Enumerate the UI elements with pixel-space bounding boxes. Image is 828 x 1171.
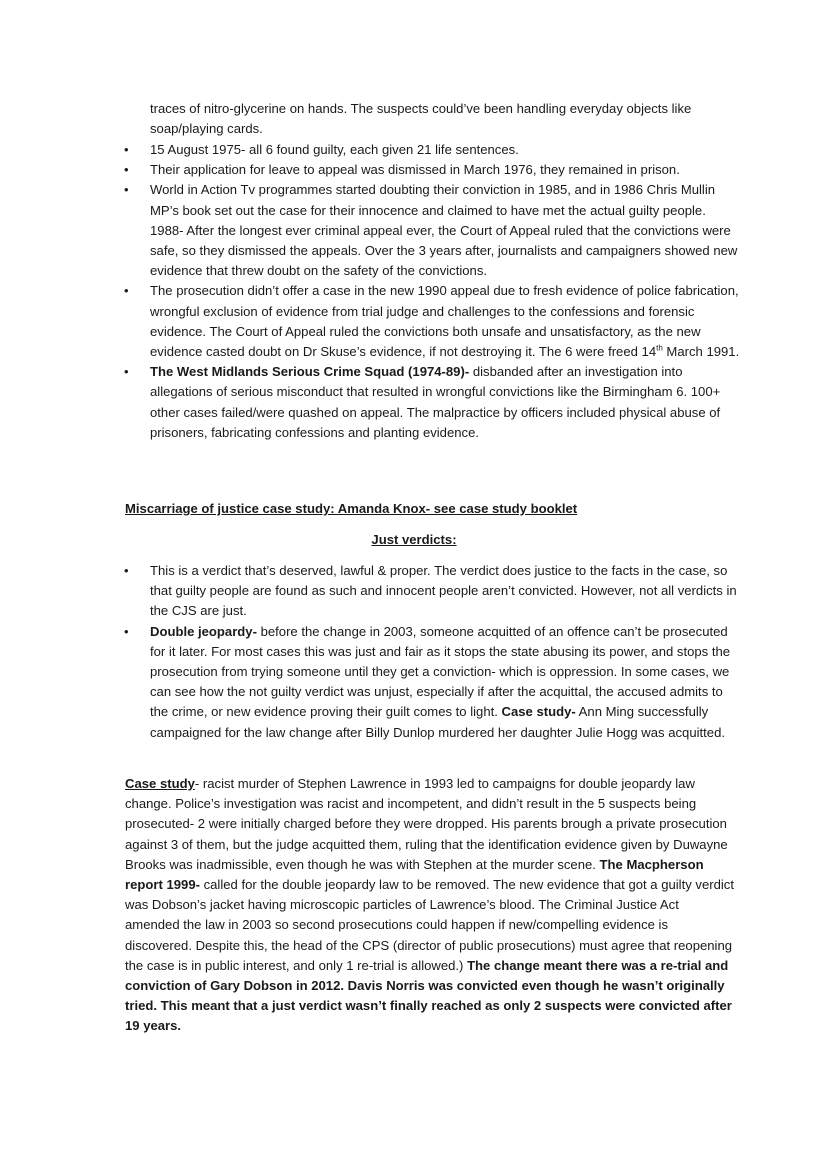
- list-item-text: 15 August 1975- all 6 found guilty, each given 21 life sentences.: [150, 142, 519, 157]
- bullet-icon: •: [124, 283, 129, 299]
- list-item: [0, 180, 740, 281]
- double-jeopardy-text: before the change in 2003, someone acquitted of an offence can’t be prosecuted for it later. For most cases this was just and fair as it stops the state abusing its power, and stops the prosecution from trying someone until they get a conviction- which is oppression. In some cases, we can see how the not guilty verdict was unjust, especially if after the acquittal, the accused admits to the crime, or new evidence proving their guilt comes to light.: [150, 623, 731, 720]
- bullet-icon: •: [124, 142, 129, 157]
- list-item: [0, 160, 740, 180]
- bullet-icon: •: [124, 364, 129, 380]
- list-item: [0, 622, 740, 743]
- list-item: [0, 140, 740, 160]
- bullet-icon: •: [124, 182, 129, 198]
- case-study-text-2: called for the double jeopardy law to be removed. The new evidence that got a guilty verdict was Dobson’s jacket having microscopic particles of Lawrence’s blood. The Criminal Justice Act amended the law in 2003 so second prosecutions could happen if new/compelling evidence is discovered. Despite this, the head of the CPS (director of public prosecutions) must agree that reopening the case is in public interest, and only 1 re-trial is allowed.): [125, 877, 734, 973]
- bullet-icon: •: [124, 563, 129, 578]
- bullet-icon: •: [124, 162, 129, 178]
- bullet-icon: •: [124, 623, 129, 639]
- list-item: [0, 561, 740, 622]
- squad-heading: The West Midlands Serious Crime Squad (1974-89)-: [150, 364, 470, 380]
- case-study-text-1: - racist murder of Stephen Lawrence in 1993 led to campaigns for double jeopardy law change. Police’s investigation was racist and incompetent, and didn’t result in the 5 suspects being prosecuted- 2 were initially charged before they were dropped. His parents brough a private prosecution against 3 of them, but the judge acquitted them, ruling that the identification evidence given by Duwayne Brooks was inadmissible, even though he was with Stephen at the murder scene.: [125, 776, 728, 872]
- list-item: [0, 281, 740, 362]
- list-item-text: This is a verdict that’s deserved, lawful & proper. The verdict does justice to the facts in the case, so that guilty people are found as such and innocent people aren’t convicted. However, not all verdicts in the CJS are just.: [150, 563, 737, 619]
- list-item-text: Their application for leave to appeal was dismissed in March 1976, they remained in prison.: [150, 162, 680, 178]
- continuation-text: traces of nitro-glycerine on hands. The suspects could’ve been handling everyday objects like soap/playing cards.: [150, 101, 692, 137]
- miscarriage-heading: Miscarriage of justice case study: Amanda Knox- see case study booklet: [125, 501, 578, 516]
- list-item-text: World in Action Tv programmes started doubting their conviction in 1985, and in 1986 Chris Mullin MP’s book set out the case for their innocence and claimed to have met the actual guilty people. 1988- After the longest ever criminal appeal ever, the Court of Appeal ruled that the convictions were safe, so they dismissed the appeals. Over the 3 years after, journalists and campaigners showed new evidence that threw doubt on the safety of the convictions.: [150, 182, 738, 279]
- case-study-label: Case study: [125, 776, 195, 791]
- bullet-list-just-verdicts: [0, 561, 740, 743]
- case-study-text: Ann Ming successfully campaigned for the law change after Billy Dunlop murdered her daughter Julie Hogg was acquitted.: [150, 704, 726, 740]
- double-jeopardy-term: Double jeopardy-: [150, 623, 257, 639]
- macpherson-term: The Macpherson report 1999-: [125, 856, 704, 893]
- case-study-term: Case study-: [501, 704, 576, 720]
- squad-text: disbanded after an investigation into allegations of serious misconduct that resulted in wrongful convictions like the Birmingham 6. 100+ other cases failed/were quashed on appeal. The malpractice by officers included physical abuse of prisoners, fabricating confessions and planting evidence.: [150, 364, 721, 440]
- just-verdicts-heading: Just verdicts:: [371, 532, 457, 547]
- bullet-list-birmingham: [0, 140, 740, 443]
- list-item: [0, 362, 740, 443]
- conclusion-bold: The change meant there was a re-trial and conviction of Gary Dobson in 2012. Davis Norris was convicted even though he wasn’t originally tried. This meant that a just verdict wasn’t finally reached as only 2 suspects were convicted after 19 years.: [125, 957, 732, 1034]
- list-item-text: The prosecution didn’t offer a case in the new 1990 appeal due to fresh evidence of police fabrication, wrongful exclusion of evidence from trial judge and challenges to the confessions and forensic evidence. The Court of Appeal ruled the convictions both unsafe and unsatisfactory, as the new evidence casted doubt on Dr Skuse’s evidence, if not destroying it. The 6 were freed 14th March 1991.: [150, 283, 740, 360]
- case-study-paragraph: [125, 774, 737, 1037]
